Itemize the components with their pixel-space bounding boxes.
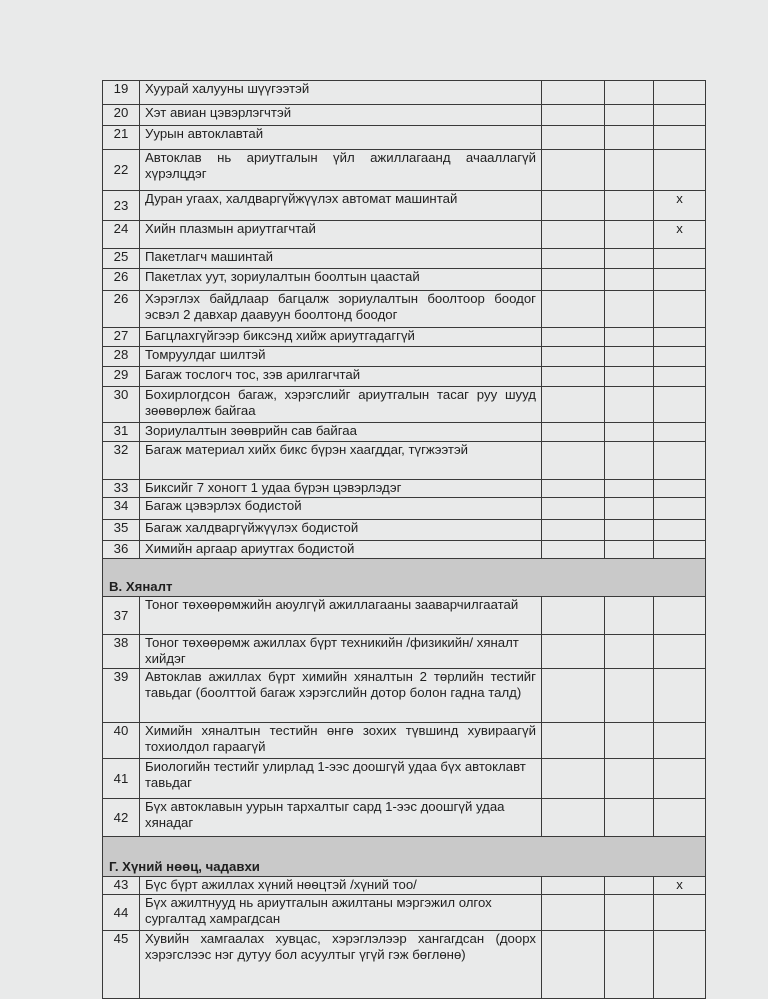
answer-mark bbox=[654, 347, 706, 367]
answer-mark: x bbox=[654, 191, 706, 221]
answer-cell bbox=[605, 723, 654, 759]
answer-mark bbox=[654, 126, 706, 150]
answer-cell bbox=[542, 799, 605, 837]
answer-cell bbox=[605, 126, 654, 150]
answer-mark bbox=[654, 105, 706, 126]
answer-mark bbox=[654, 442, 706, 480]
answer-cell bbox=[605, 221, 654, 249]
row-criterion: Биксийг 7 хоногт 1 удаа бүрэн цэвэрлэдэг bbox=[140, 480, 542, 498]
row-number: 20 bbox=[103, 105, 140, 126]
row-number: 43 bbox=[103, 877, 140, 895]
row-number: 26 bbox=[103, 291, 140, 328]
row-number: 19 bbox=[103, 81, 140, 105]
row-number: 40 bbox=[103, 723, 140, 759]
answer-cell bbox=[542, 291, 605, 328]
row-number: 34 bbox=[103, 498, 140, 520]
answer-cell bbox=[605, 597, 654, 635]
table-row bbox=[103, 221, 706, 249]
answer-mark bbox=[654, 387, 706, 423]
answer-cell bbox=[542, 635, 605, 669]
row-criterion: Химийн аргаар ариутгах бодистой bbox=[140, 541, 542, 559]
table-row bbox=[103, 498, 706, 520]
answer-cell bbox=[542, 105, 605, 126]
answer-cell bbox=[542, 249, 605, 269]
answer-mark bbox=[654, 635, 706, 669]
section-title: В. Хяналт bbox=[103, 559, 706, 597]
answer-cell bbox=[605, 480, 654, 498]
answer-cell bbox=[542, 328, 605, 347]
answer-cell bbox=[542, 442, 605, 480]
table-row bbox=[103, 150, 706, 191]
answer-mark bbox=[654, 669, 706, 723]
answer-cell bbox=[542, 895, 605, 931]
row-criterion: Бүс бүрт ажиллах хүний нөөцтэй /хүний тоо/ bbox=[140, 877, 542, 895]
table-row bbox=[103, 931, 706, 999]
table-row bbox=[103, 126, 706, 150]
row-criterion: Хуурай халууны шүүгээтэй bbox=[140, 81, 542, 105]
row-criterion: Багаж цэвэрлэх бодистой bbox=[140, 498, 542, 520]
answer-cell bbox=[605, 81, 654, 105]
answer-mark bbox=[654, 520, 706, 541]
row-number: 45 bbox=[103, 931, 140, 999]
answer-cell bbox=[605, 759, 654, 799]
row-number: 31 bbox=[103, 423, 140, 442]
answer-cell bbox=[605, 367, 654, 387]
answer-cell bbox=[605, 328, 654, 347]
answer-cell bbox=[605, 269, 654, 291]
row-number: 23 bbox=[103, 191, 140, 221]
answer-cell bbox=[542, 759, 605, 799]
row-number: 30 bbox=[103, 387, 140, 423]
row-criterion: Хийн плазмын ариутгагчтай bbox=[140, 221, 542, 249]
row-criterion: Бохирлогдсон багаж, хэрэгслийг ариутгалын тасаг руу шууд зөөвөрлөж байгаа bbox=[140, 387, 542, 423]
table-row bbox=[103, 723, 706, 759]
table-row bbox=[103, 877, 706, 895]
row-number: 21 bbox=[103, 126, 140, 150]
row-criterion: Автоклав нь ариутгалын үйл ажиллагаанд ачааллагүй хүрэлцдэг bbox=[140, 150, 542, 191]
answer-cell bbox=[605, 877, 654, 895]
table-row bbox=[103, 442, 706, 480]
answer-cell bbox=[605, 347, 654, 367]
table-row bbox=[103, 480, 706, 498]
answer-cell bbox=[542, 269, 605, 291]
answer-mark bbox=[654, 895, 706, 931]
answer-cell bbox=[542, 387, 605, 423]
section-header-row bbox=[103, 837, 706, 877]
answer-cell bbox=[542, 877, 605, 895]
row-criterion: Томруулдаг шилтэй bbox=[140, 347, 542, 367]
answer-cell bbox=[542, 520, 605, 541]
answer-cell bbox=[605, 442, 654, 480]
answer-cell bbox=[605, 191, 654, 221]
answer-cell bbox=[542, 597, 605, 635]
row-criterion: Багаж материал хийх бикс бүрэн хаагддаг, түгжээтэй bbox=[140, 442, 542, 480]
answer-cell bbox=[542, 347, 605, 367]
table-row bbox=[103, 249, 706, 269]
answer-cell bbox=[542, 498, 605, 520]
row-criterion: Зориулалтын зөөврийн сав байгаа bbox=[140, 423, 542, 442]
row-criterion: Тоног төхөөрөмж ажиллах бүрт техникийн /физикийн/ хяналт хийдэг bbox=[140, 635, 542, 669]
row-criterion: Багаж халдваргүйжүүлэх бодистой bbox=[140, 520, 542, 541]
answer-mark bbox=[654, 423, 706, 442]
answer-cell bbox=[605, 669, 654, 723]
answer-cell bbox=[542, 221, 605, 249]
row-criterion: Уурын автоклавтай bbox=[140, 126, 542, 150]
answer-mark bbox=[654, 249, 706, 269]
answer-mark bbox=[654, 541, 706, 559]
row-number: 26 bbox=[103, 269, 140, 291]
answer-cell bbox=[542, 126, 605, 150]
table-row bbox=[103, 423, 706, 442]
answer-mark: x bbox=[654, 221, 706, 249]
answer-mark bbox=[654, 480, 706, 498]
table-row bbox=[103, 635, 706, 669]
section-header-row bbox=[103, 559, 706, 597]
answer-cell bbox=[542, 423, 605, 442]
answer-mark bbox=[654, 759, 706, 799]
table-row bbox=[103, 520, 706, 541]
row-number: 44 bbox=[103, 895, 140, 931]
answer-mark bbox=[654, 291, 706, 328]
row-criterion: Пакетлагч машинтай bbox=[140, 249, 542, 269]
answer-cell bbox=[542, 150, 605, 191]
row-criterion: Хувийн хамгаалах хувцас, хэрэглэлээр хангагдсан (доорх хэрэгслээс нэг дутуу бол асуултыг үгүй гэж бөглөнө) bbox=[140, 931, 542, 999]
answer-cell bbox=[542, 81, 605, 105]
answer-cell bbox=[605, 799, 654, 837]
answer-cell bbox=[542, 931, 605, 999]
table-row bbox=[103, 269, 706, 291]
answer-mark bbox=[654, 150, 706, 191]
row-number: 35 bbox=[103, 520, 140, 541]
answer-mark: x bbox=[654, 877, 706, 895]
answer-cell bbox=[605, 249, 654, 269]
answer-cell bbox=[542, 541, 605, 559]
answer-mark bbox=[654, 367, 706, 387]
row-criterion: Хэт авиан цэвэрлэгчтэй bbox=[140, 105, 542, 126]
table-row bbox=[103, 105, 706, 126]
row-number: 22 bbox=[103, 150, 140, 191]
row-criterion: Дуран угаах, халдваргүйжүүлэх автомат машинтай bbox=[140, 191, 542, 221]
row-number: 25 bbox=[103, 249, 140, 269]
row-number: 27 bbox=[103, 328, 140, 347]
row-criterion: Биологийн тестийг улирлад 1-ээс доошгүй удаа бүх автоклавт тавьдаг bbox=[140, 759, 542, 799]
answer-mark bbox=[654, 269, 706, 291]
answer-cell bbox=[542, 480, 605, 498]
answer-cell bbox=[605, 931, 654, 999]
answer-cell bbox=[605, 520, 654, 541]
table-row bbox=[103, 799, 706, 837]
row-number: 39 bbox=[103, 669, 140, 723]
row-criterion: Бүх ажилтнууд нь ариутгалын ажилтаны мэргэжил олгох сургалтад хамрагдсан bbox=[140, 895, 542, 931]
table-row bbox=[103, 759, 706, 799]
table-row bbox=[103, 347, 706, 367]
row-number: 33 bbox=[103, 480, 140, 498]
answer-mark bbox=[654, 597, 706, 635]
answer-cell bbox=[542, 191, 605, 221]
table-row bbox=[103, 541, 706, 559]
section-title: Г. Хүний нөөц, чадавхи bbox=[103, 837, 706, 877]
answer-cell bbox=[605, 895, 654, 931]
row-number: 42 bbox=[103, 799, 140, 837]
answer-cell bbox=[605, 635, 654, 669]
row-criterion: Хэрэглэх байдлаар багцалж зориулалтын боолтоор боодог эсвэл 2 давхар даавуун боолтонд боодог bbox=[140, 291, 542, 328]
row-criterion: Багцлахгүйгээр биксэнд хийж ариутгадаггүй bbox=[140, 328, 542, 347]
answer-cell bbox=[542, 367, 605, 387]
row-number: 32 bbox=[103, 442, 140, 480]
table-row bbox=[103, 328, 706, 347]
row-number: 37 bbox=[103, 597, 140, 635]
table-row bbox=[103, 291, 706, 328]
row-number: 38 bbox=[103, 635, 140, 669]
answer-cell bbox=[605, 541, 654, 559]
row-criterion: Бүх автоклавын уурын тархалтыг сард 1-ээс доошгүй удаа хянадаг bbox=[140, 799, 542, 837]
row-criterion: Химийн хяналтын тестийн өнгө зохих түвшинд хувираагүй тохиолдол гараагүй bbox=[140, 723, 542, 759]
row-criterion: Багаж тослогч тос, зэв арилгагчтай bbox=[140, 367, 542, 387]
table-row bbox=[103, 191, 706, 221]
row-criterion: Тоног төхөөрөмжийн аюулгүй ажиллагааны зааварчилгаатай bbox=[140, 597, 542, 635]
answer-mark bbox=[654, 498, 706, 520]
answer-cell bbox=[605, 498, 654, 520]
answer-cell bbox=[542, 723, 605, 759]
answer-cell bbox=[605, 291, 654, 328]
answer-cell bbox=[542, 669, 605, 723]
row-criterion: Автоклав ажиллах бүрт химийн хяналтын 2 төрлийн тестийг тавьдаг (боолттой багаж хэрэгслийн дотор болон гадна талд) bbox=[140, 669, 542, 723]
table-row bbox=[103, 387, 706, 423]
answer-cell bbox=[605, 423, 654, 442]
answer-mark bbox=[654, 799, 706, 837]
row-number: 41 bbox=[103, 759, 140, 799]
answer-mark bbox=[654, 931, 706, 999]
table-row bbox=[103, 367, 706, 387]
table-row bbox=[103, 597, 706, 635]
answer-mark bbox=[654, 723, 706, 759]
table-row bbox=[103, 669, 706, 723]
answer-cell bbox=[605, 150, 654, 191]
answer-mark bbox=[654, 81, 706, 105]
checklist-table bbox=[102, 80, 706, 999]
row-number: 28 bbox=[103, 347, 140, 367]
table-row bbox=[103, 81, 706, 105]
row-number: 36 bbox=[103, 541, 140, 559]
answer-mark bbox=[654, 328, 706, 347]
row-criterion: Пакетлах уут, зориулалтын боолтын цаастай bbox=[140, 269, 542, 291]
row-number: 24 bbox=[103, 221, 140, 249]
answer-cell bbox=[605, 387, 654, 423]
table-row bbox=[103, 895, 706, 931]
answer-cell bbox=[605, 105, 654, 126]
row-number: 29 bbox=[103, 367, 140, 387]
